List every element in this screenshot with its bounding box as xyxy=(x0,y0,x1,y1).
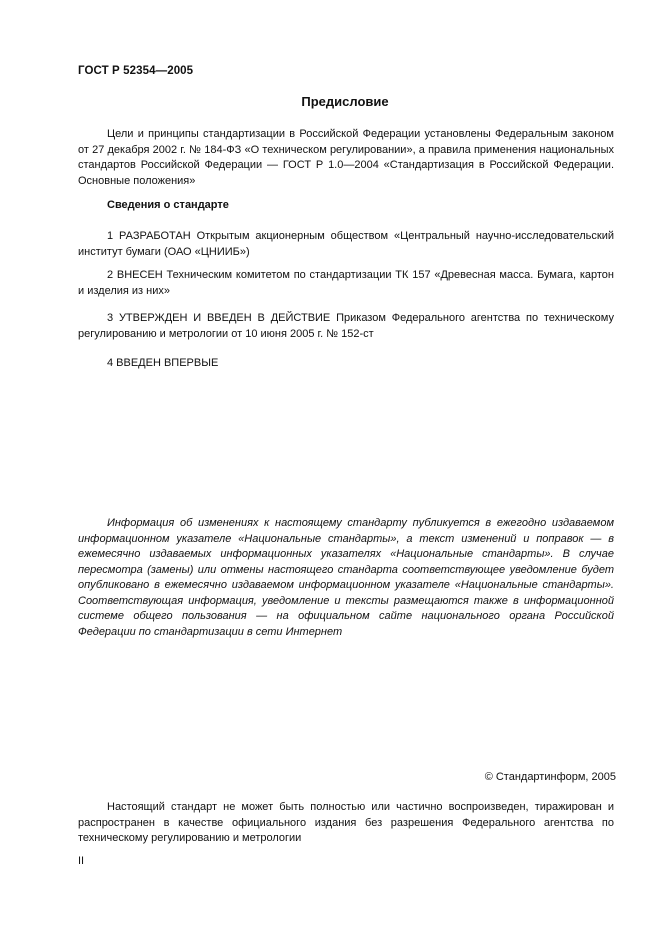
standard-code-header: ГОСТ Р 52354—2005 xyxy=(78,65,194,77)
info-note-section xyxy=(78,516,614,640)
page-title: Предисловие xyxy=(301,94,389,109)
list-item: 4 ВВЕДЕН ВПЕРВЫЕ xyxy=(107,357,219,369)
list-item: 3 УТВЕРЖДЕН И ВВЕДЕН В ДЕЙСТВИЕ Приказом Федерального агентства по техническому регулированию и метрологии от 10 июня 2005 г. № 152-ст xyxy=(78,312,614,340)
about-section xyxy=(78,198,614,214)
info-note-paragraph: Информация об изменениях к настоящему стандарту публикуется в ежегодно издаваемом информационном указателе «Национальные стандарты», а текст изменений и поправок — в ежемесячно издаваемых информационных указателях «Национальные стандарты». В случае пересмотра (замены) или отмены настоящего стандарта соответствующее уведомление будет опубликовано в ежемесячно издаваемом информационном указателе «Национальные стандарты». Соответствующая информация, уведомление и тексты размещаются также в информационной системе общего пользования — на официальном сайте национального органа Российской Федерации по стандартизации в сети Интернет xyxy=(78,517,614,638)
intro-paragraph: Цели и принципы стандартизации в Российской Федерации установлены Федеральным законом от 27 декабря 2002 г. № 184-ФЗ «О техническом регулировании», а правила применения национальных стандартов Российской Федерации — ГОСТ Р 1.0—2004 «Стандартизация в Российской Федерации. Основные положения» xyxy=(78,128,614,187)
list-item: 2 ВНЕСЕН Техническим комитетом по стандартизации ТК 157 «Древесная масса. Бумага, картон и изделия из них» xyxy=(78,269,614,297)
page-number: II xyxy=(78,855,85,867)
standard-info-item-1 xyxy=(78,229,614,260)
standard-info-item-3 xyxy=(78,311,614,342)
reproduction-notice-paragraph: Настоящий стандарт не может быть полностью или частично воспроизведен, тиражирован и распространен в качестве официального издания без разрешения Федерального агентства по техническому регулированию и метрологии xyxy=(78,801,614,844)
standard-info-item-4 xyxy=(78,356,614,372)
standard-info-item-2 xyxy=(78,268,614,299)
reproduction-notice-section xyxy=(78,800,614,847)
intro-section xyxy=(78,127,614,189)
about-heading: Сведения о стандарте xyxy=(107,199,229,211)
list-item: 1 РАЗРАБОТАН Открытым акционерным обществом «Центральный научно-исследовательский институт бумаги (ОАО «ЦНИИБ») xyxy=(78,230,614,258)
copyright-line: © Стандартинформ, 2005 xyxy=(484,771,616,783)
